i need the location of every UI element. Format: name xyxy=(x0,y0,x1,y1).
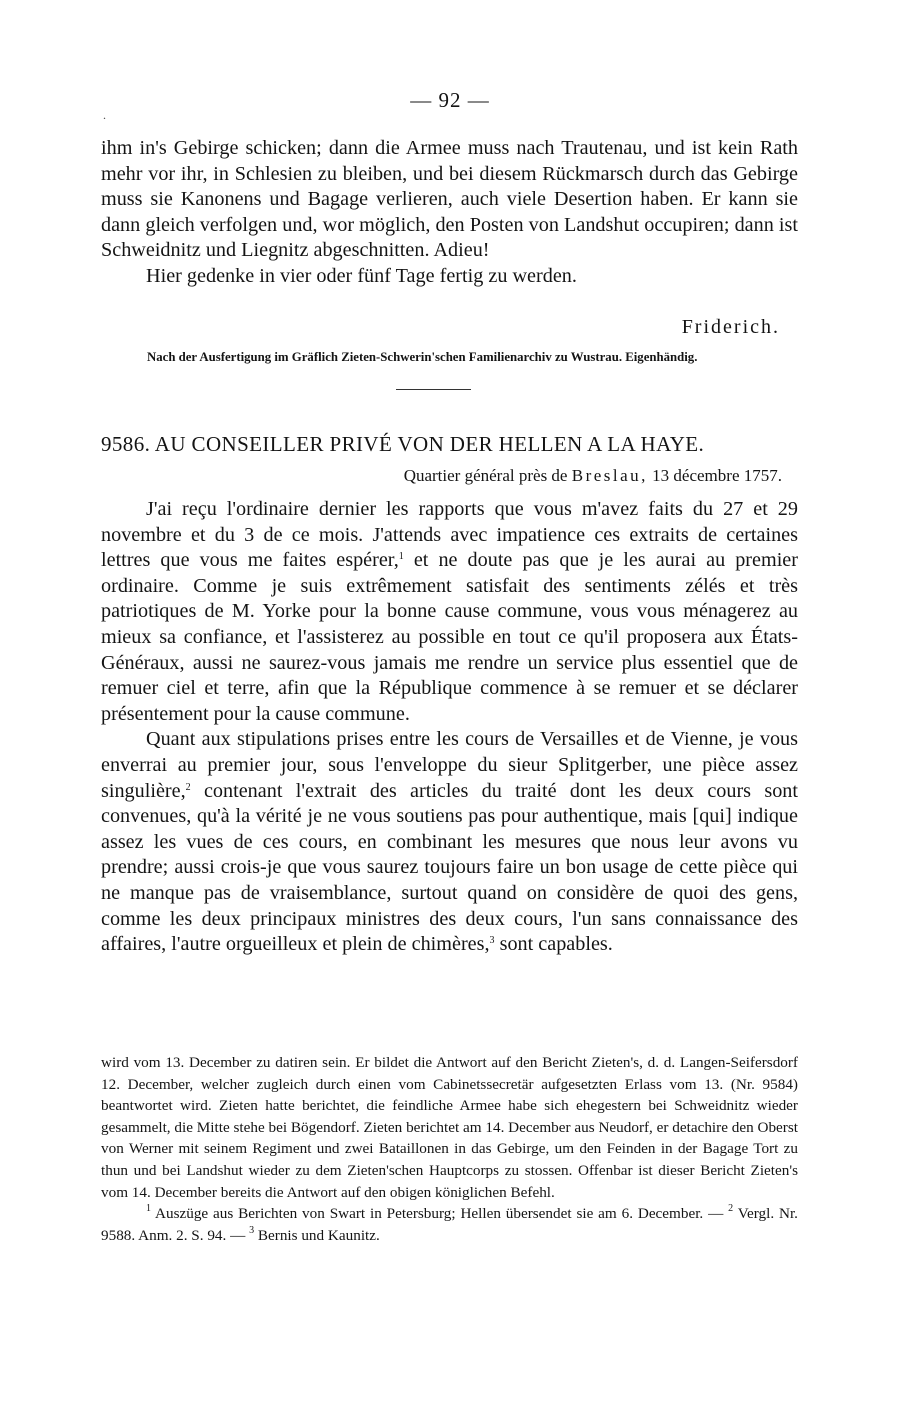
letter-title: AU CONSEILLER PRIVÉ VON DER HELLEN A LA HAYE. xyxy=(154,432,705,456)
footnote-list xyxy=(101,1203,798,1246)
footnote-1-text: Auszüge aus Berichten von Swart in Petersburg; Hellen übersendet sie am 6. December. — xyxy=(151,1205,729,1223)
dateline-place: Breslau, xyxy=(571,466,648,485)
source-note-text: Nach der Ausfertigung im Gräflich Zieten-Schwerin'schen Familienarchiv zu Wustrau. Eigenhändig. xyxy=(147,350,698,364)
footnote-2-text: Vergl. Nr. 9588. Anm. 2. S. 94. — xyxy=(101,1205,798,1244)
letter-paragraph-1: J'ai reçu l'ordinaire dernier les rapports que vous m'avez faits du 27 et 29 novembre et du 3 de ce mois. J'attends avec impatience ces extraits de certaines lettres que vous me faites espérer,$^1$ et ne doute pas que je les aurai au premier ordinaire. Comme je suis extrêmement satisfait des sentiments zélés et très patriotiques de M. Yorke pour la bonne cause commune, vous vous ménagerez au mieux sa confiance, et l'assisterez au possible en tout ce qu'il proposera aux États-Généraux, aussi ne saurez-vous jamais me rendre un service plus essentiel que de remuer ciel et terre, afin que la République commence à se remuer et se déclarer présentement pour la cause commune. xyxy=(101,498,798,725)
previous-letter-body xyxy=(101,136,798,290)
dateline-prefix: Quartier général près de xyxy=(403,466,568,485)
section-divider xyxy=(396,389,471,390)
footnote-ref-2: 2 xyxy=(185,781,191,793)
letter-heading xyxy=(101,432,798,457)
letter-body xyxy=(101,497,798,958)
letter-number: 9586. xyxy=(101,432,151,456)
letter-dateline xyxy=(404,466,782,486)
footnote-ref-1: 1 xyxy=(398,551,404,563)
previous-letter-closing: Hier gedenke in vier oder fünf Tage fertig zu werden. xyxy=(146,264,577,287)
margin-mark: . xyxy=(103,108,106,122)
footnote-3-text: Bernis und Kaunitz. xyxy=(254,1226,380,1244)
footnote-continued: wird vom 13. December zu datiren sein. Er bildet die Antwort auf den Bericht Zieten's, d. d. Langen-Seifersdorf 12. December, welcher zugleich durch einen vom Cabinetssecretär aufgesetzten Erlass vom 13. (Nr. 9584) beantwortet wird. Zieten hatte berichtet, die feindliche Armee habe sich ehegestern bei Schweidnitz wieder gesammelt, die Mitte stehe bei Bögendorf. Zieten berichtet am 14. December aus Neudorf, er detachire den Oberst von Werner mit seinem Regiment und zwei Bataillonen in das Gebirge, um den Feinden in der Bagage Tort zu thun und bei Landshut wieder zu dem Zieten'schen Hauptcorps zu stossen. Offenbar ist dieser Bericht Zieten's vom 14. December bereits die Antwort auf den obigen königlichen Befehl. xyxy=(101,1054,798,1201)
dateline-date: 13 décembre 1757. xyxy=(652,466,782,485)
footnote-ref-3: 3 xyxy=(489,935,495,947)
footnote-mark-1: 1 xyxy=(146,1203,151,1215)
signature: Friderich. xyxy=(681,316,780,338)
footnote-mark-3: 3 xyxy=(249,1224,255,1236)
letter-paragraph-2: Quant aux stipulations prises entre les cours de Versailles et de Vienne, je vous enverrai au premier jour, sous l'enveloppe du sieur Splitgerber, une pièce assez singulière,$^2$ contenant l'extrait des articles du traité dont les deux cours sont convenues, qu'à la vérité je ne vous soutiens pas pour authentique, mais [qui] indique assez les vues de ces cours, en combinant les mesures que nous leur avons vu prendre; aussi crois-je que vous saurez toujours faire un bon usage de cette pièce qui ne manque pas de vraisemblance, surtout quand on considère de quoi des gens, comme les deux principaux ministres des deux cours, l'un sans connaissance des affaires, l'autre orgueilleux et plein de chimères,$^3$ sont capables. xyxy=(101,728,798,956)
page-number: — 92 — xyxy=(410,88,490,112)
footnote-mark-2: 2 xyxy=(728,1203,734,1215)
footnotes xyxy=(101,1052,798,1246)
source-note xyxy=(101,349,798,366)
previous-letter-text: ihm in's Gebirge schicken; dann die Armee muss nach Trautenau, und ist kein Rath mehr vor ihr, in Schlesien zu bleiben, und bei diesem Rückmarsch durch das Gebirge muss sie Kanonens und Bagage verlieren, auch viele Desertion haben. Er kann sie dann gleich verfolgen und, wor möglich, den Posten von Landshut occupiren; dann ist Schweidnitz und Liegnitz abgeschnitten. Adieu! xyxy=(101,137,798,262)
